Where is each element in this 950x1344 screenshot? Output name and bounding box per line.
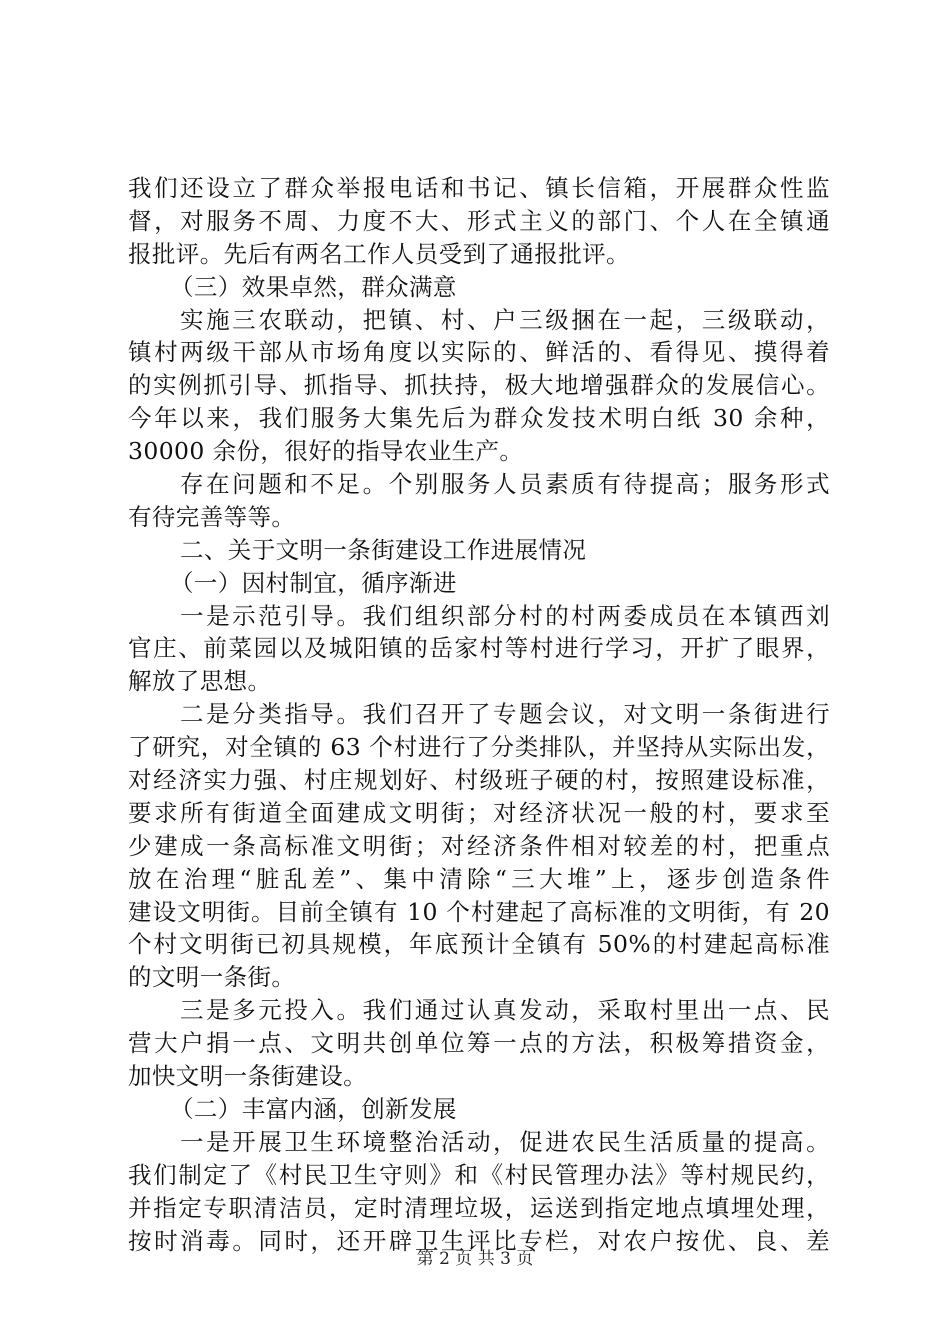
paragraph-line: 一是开展卫生环境整治活动，促进农民生活质量的提高。	[180, 1127, 830, 1156]
paragraph-line: 一是示范引导。我们组织部分村的村两委成员在本镇西刘	[180, 601, 830, 630]
paragraph-line: 督，对服务不周、力度不大、形式主义的部门、个人在全镇通	[128, 206, 830, 235]
paragraph-line: 30000 余份，很好的指导农业生产。	[128, 437, 524, 466]
paragraph-line: 有待完善等等。	[128, 502, 296, 531]
paragraph-line: 放在治理“脏乱差”、集中清除“三大堆”上，逐步创造条件	[128, 864, 830, 893]
paragraph-line: 的实例抓引导、抓指导、抓扶持，极大地增强群众的发展信心。	[128, 371, 830, 400]
paragraph-line: 对经济实力强、村庄规划好、村级班子硬的村，按照建设标准，	[128, 766, 830, 795]
section-heading: （三）效果卓然，群众满意	[170, 272, 457, 301]
paragraph-line: 官庄、前菜园以及城阳镇的岳家村等村进行学习，开扩了眼界，	[128, 634, 830, 663]
document-body	[128, 172, 830, 1257]
paragraph-line: 解放了思想。	[128, 667, 272, 696]
paragraph-line: 存在问题和不足。个别服务人员素质有待提高；服务形式	[180, 470, 830, 499]
paragraph-line: 三是多元投入。我们通过认真发动，采取村里出一点、民	[180, 996, 830, 1025]
paragraph-line: 营大户捐一点、文明共创单位筹一点的方法，积极筹措资金，	[128, 1029, 830, 1058]
paragraph-line: 二是分类指导。我们召开了专题会议，对文明一条街进行	[180, 700, 830, 729]
paragraph-line: 报批评。先后有两名工作人员受到了通报批评。	[128, 239, 630, 268]
paragraph-line: 了研究，对全镇的 63 个村进行了分类排队，并坚持从实际出发，	[128, 733, 830, 762]
paragraph-line: 今年以来，我们服务大集先后为群众发技术明白纸 30 余种，	[128, 404, 830, 433]
paragraph-line: 加快文明一条街建设。	[128, 1062, 367, 1091]
paragraph-line: 少建成一条高标准文明街；对经济条件相对较差的村，把重点	[128, 831, 830, 860]
paragraph-line: 个村文明街已初具规模，年底预计全镇有 50%的村建起高标准	[128, 930, 830, 959]
paragraph-line: 镇村两级干部从市场角度以实际的、鲜活的、看得见、摸得着	[128, 338, 830, 367]
paragraph-line: 按时消毒。同时，还开辟卫生评比专栏，对农户按优、良、差	[128, 1226, 830, 1255]
paragraph-line: 我们制定了《村民卫生守则》和《村民管理办法》等村规民约，	[128, 1160, 830, 1189]
paragraph-line: 的文明一条街。	[128, 963, 296, 992]
paragraph-line: 建设文明街。目前全镇有 10 个村建起了高标准的文明街，有 20	[128, 897, 830, 926]
section-heading: （一）因村制宜，循序渐进	[170, 568, 457, 597]
section-heading: （二）丰富内涵，创新发展	[170, 1094, 457, 1123]
paragraph-line: 我们还设立了群众举报电话和书记、镇长信箱，开展群众性监	[128, 174, 830, 202]
section-heading: 二、关于文明一条街建设工作进展情况	[180, 535, 587, 564]
paragraph-line: 要求所有街道全面建成文明街；对经济状况一般的村，要求至	[128, 798, 830, 827]
paragraph-line: 实施三农联动，把镇、村、户三级捆在一起，三级联动，	[180, 305, 830, 334]
paragraph-line: 并指定专职清洁员，定时清理垃圾，运送到指定地点填埋处理，	[128, 1193, 830, 1222]
page-number-footer: 第 2 页 共 3 页	[416, 1249, 534, 1269]
